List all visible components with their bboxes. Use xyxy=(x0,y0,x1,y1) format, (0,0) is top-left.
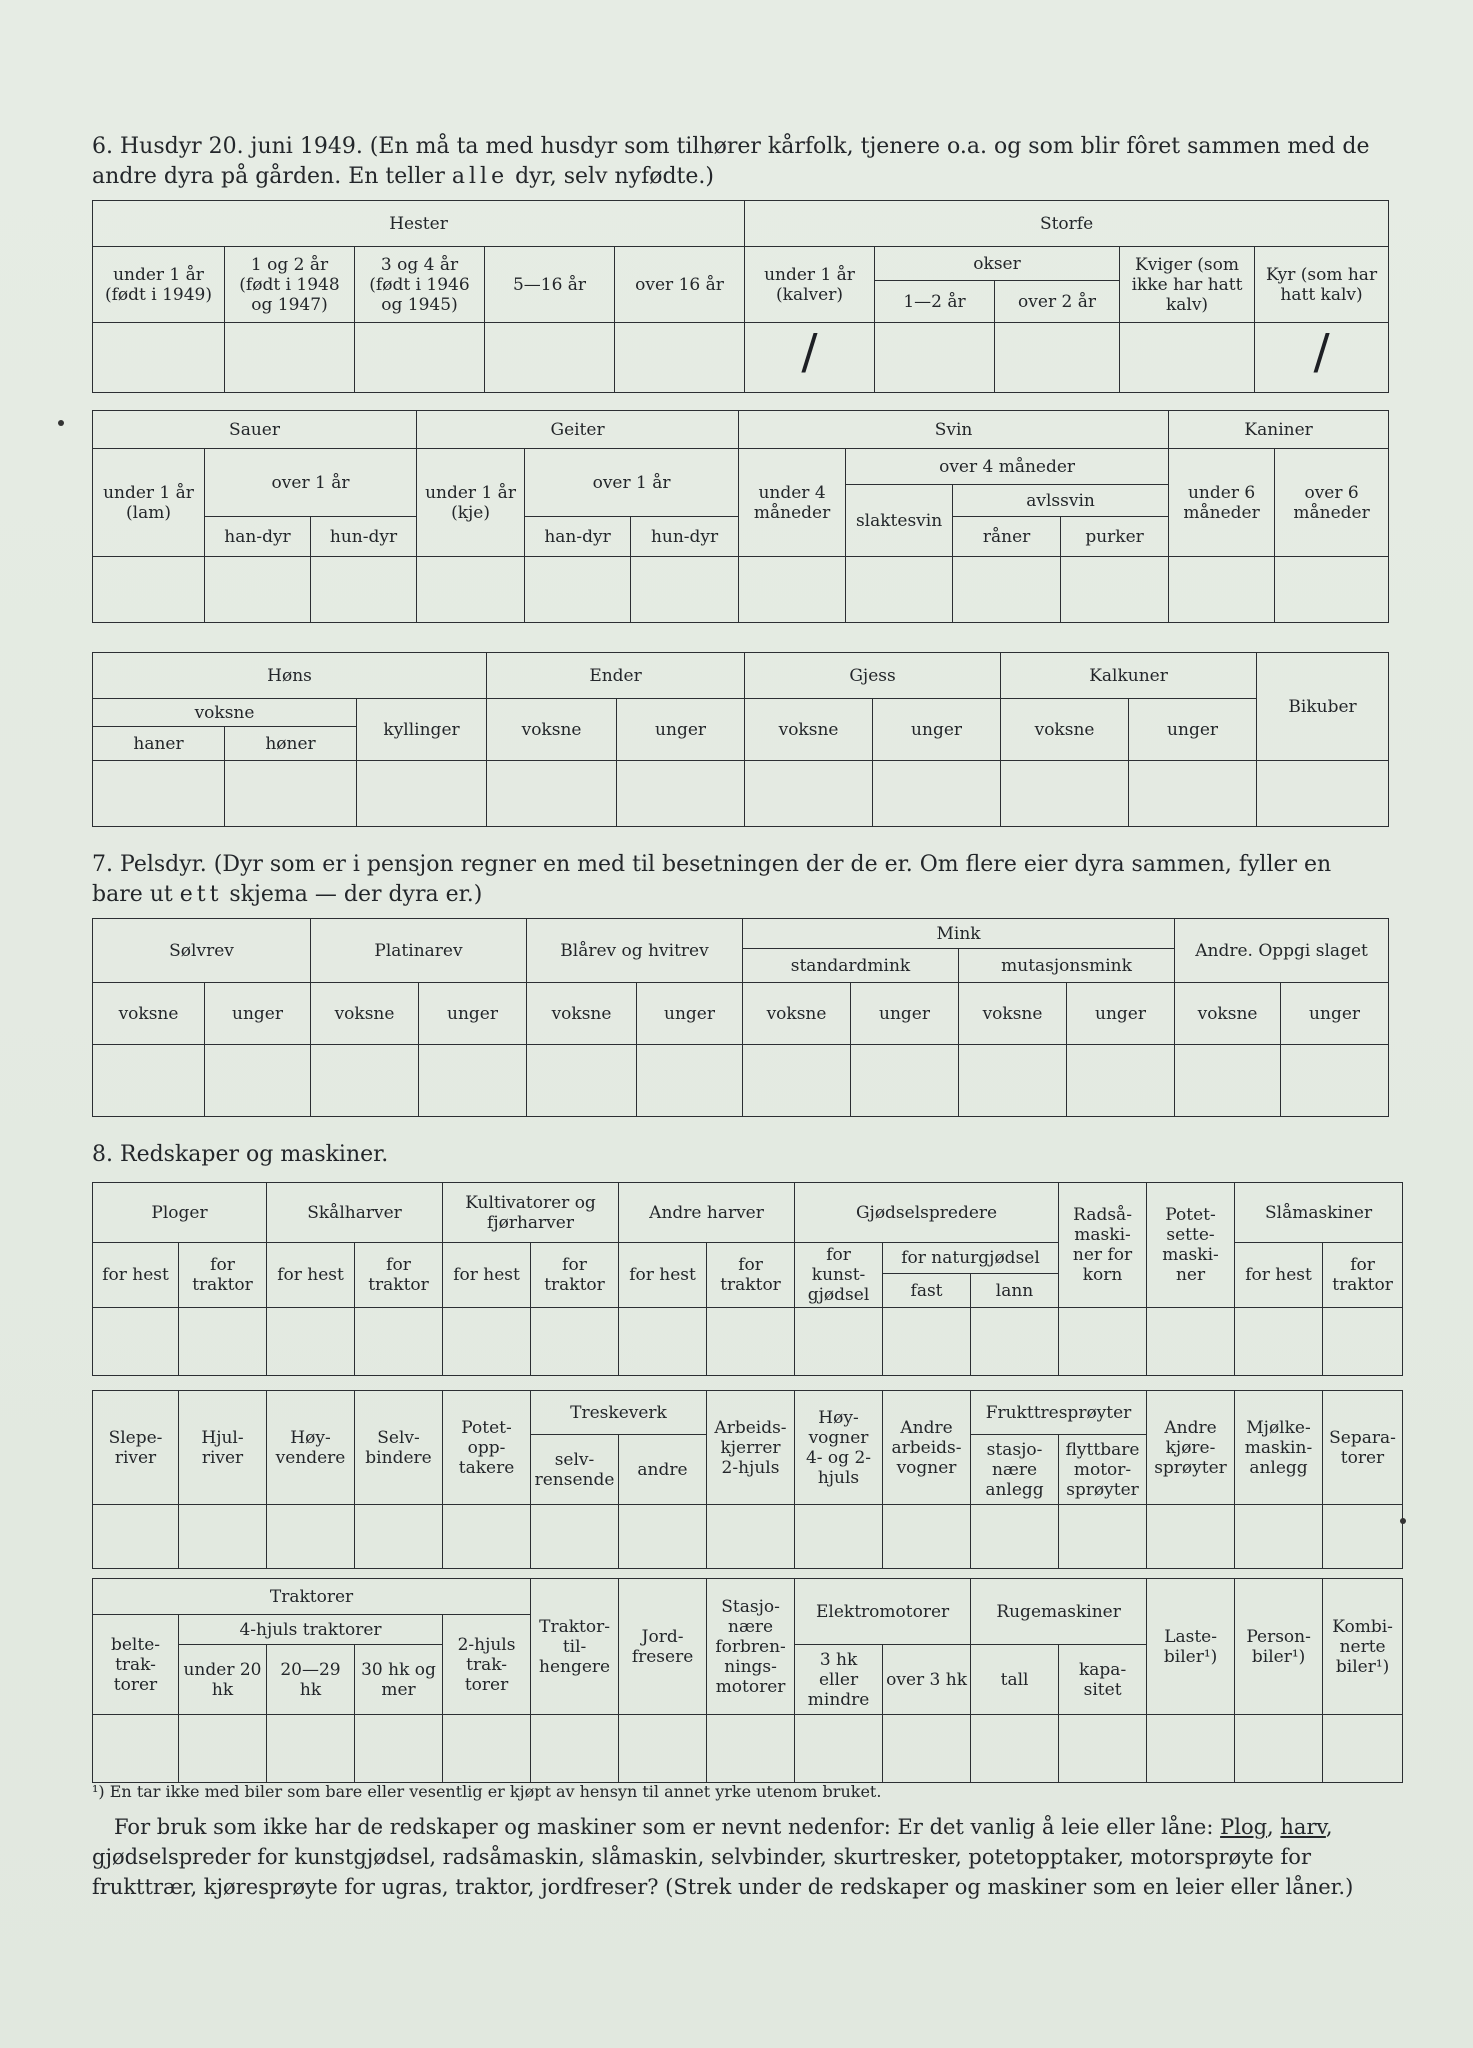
header-geiter-over-1: over 1 år xyxy=(525,449,739,517)
input-cell[interactable] xyxy=(417,557,525,623)
col-selvrensende: selv-rensende xyxy=(531,1435,619,1505)
header-gjodselspredere: Gjødselspredere xyxy=(795,1183,1059,1243)
input-cell-kalver[interactable] xyxy=(745,323,875,393)
col-for-kunstgjodsel: for kunst-gjødsel xyxy=(795,1243,883,1308)
col-3-hk: 3 hk eller mindre xyxy=(795,1645,883,1715)
header-gjess: Gjess xyxy=(745,653,1001,699)
col-haner: haner xyxy=(93,727,225,761)
input-cell[interactable] xyxy=(93,323,225,393)
input-cell[interactable] xyxy=(631,557,739,623)
closing-text-a: For bruk som ikke har de redskaper og maskiner som er nevnt nedenfor: Er det vanlig å leie eller låne: xyxy=(114,1815,1221,1839)
input-cell[interactable] xyxy=(225,761,357,827)
col-unger: unger xyxy=(851,983,959,1045)
col-hester-under-1: under 1 år (født i 1949) xyxy=(93,247,225,323)
col-unger: unger xyxy=(1067,983,1175,1045)
section-8-number: 8. xyxy=(92,1142,113,1167)
input-cell[interactable] xyxy=(179,1715,267,1783)
section-6-text-a: Husdyr 20. juni 1949. (En må ta med husdyr som tilhører kårfolk, tjenere o.a. og som blir fôret sammen med de andre dyra på gården. En teller xyxy=(92,134,1370,189)
input-cell[interactable] xyxy=(311,557,417,623)
header-ender: Ender xyxy=(487,653,745,699)
input-cell[interactable] xyxy=(883,1715,971,1783)
col-gjess-voksne: voksne xyxy=(745,699,873,761)
col-sauer-hundyr: hun-dyr xyxy=(311,517,417,557)
input-cell[interactable] xyxy=(355,323,485,393)
col-andre-arbeidsvogner: Andre arbeids-vogner xyxy=(883,1391,971,1505)
header-svin-over-4: over 4 måneder xyxy=(846,449,1169,485)
col-voksne: voksne xyxy=(527,983,637,1045)
section-7-text-a: Pelsdyr. (Dyr som er i pensjon regner en med til besetningen der de er. Om flere eier dyra sammen, fyller en bare ut xyxy=(92,852,1332,907)
input-cell[interactable] xyxy=(846,557,953,623)
col-kombinerte: Kombi-nerte biler¹) xyxy=(1323,1579,1403,1715)
input-cell[interactable] xyxy=(531,1308,619,1376)
table-sauer-geiter-svin-kaniner xyxy=(92,410,1389,623)
input-cell[interactable] xyxy=(1281,1045,1389,1117)
input-cell[interactable] xyxy=(1257,761,1389,827)
col-for-hest: for hest xyxy=(267,1243,355,1308)
col-storfe-kalver: under 1 år (kalver) xyxy=(745,247,875,323)
col-lann: lann xyxy=(971,1274,1059,1308)
col-purker: purker xyxy=(1061,517,1169,557)
header-storfe: Storfe xyxy=(745,201,1389,247)
col-hester-5-16: 5—16 år xyxy=(485,247,615,323)
col-mjolkemaskin: Mjølke-maskin-anlegg xyxy=(1235,1391,1323,1505)
input-cell[interactable] xyxy=(205,557,311,623)
input-cell[interactable] xyxy=(443,1308,531,1376)
input-cell[interactable] xyxy=(795,1308,883,1376)
underlined-plog: Plog xyxy=(1220,1815,1268,1839)
input-cell[interactable] xyxy=(1067,1045,1175,1117)
header-hons-voksne: voksne xyxy=(93,699,357,727)
input-cell[interactable] xyxy=(795,1505,883,1569)
input-cell[interactable] xyxy=(443,1715,531,1783)
col-personbiler: Person-biler¹) xyxy=(1235,1579,1323,1715)
section-6-spaced-word: alle xyxy=(451,164,509,189)
input-cell[interactable] xyxy=(419,1045,527,1117)
section-7-heading xyxy=(92,850,1388,910)
col-voksne: voksne xyxy=(959,983,1067,1045)
col-lam: under 1 år (lam) xyxy=(93,449,205,557)
col-sleperiver: Slepe-river xyxy=(93,1391,179,1505)
input-cell[interactable] xyxy=(617,761,745,827)
input-cell[interactable] xyxy=(311,1045,419,1117)
header-4-hjuls: 4-hjuls traktorer xyxy=(179,1615,443,1645)
header-kalkuner: Kalkuner xyxy=(1001,653,1257,699)
header-geiter: Geiter xyxy=(417,411,739,449)
section-8-text: Redskaper og maskiner. xyxy=(120,1142,389,1167)
input-cell[interactable] xyxy=(225,323,355,393)
section-6-number: 6. xyxy=(92,134,113,159)
col-unger: unger xyxy=(205,983,311,1045)
input-cell[interactable] xyxy=(267,1308,355,1376)
input-cell[interactable] xyxy=(355,1505,443,1569)
col-geiter-handyr: han-dyr xyxy=(525,517,631,557)
col-kapasitet: kapa-sitet xyxy=(1059,1645,1147,1715)
input-cell[interactable] xyxy=(1275,557,1389,623)
input-cell[interactable] xyxy=(851,1045,959,1117)
col-flyttbare: flyttbare motor-sprøyter xyxy=(1059,1435,1147,1505)
input-cell[interactable] xyxy=(93,1715,179,1783)
col-radsamaskiner: Radså-maski-ner for korn xyxy=(1059,1183,1147,1308)
input-cell[interactable] xyxy=(619,1505,707,1569)
table-traktorer xyxy=(92,1578,1403,1783)
section-6-heading xyxy=(92,132,1388,192)
col-bikuber: Bikuber xyxy=(1257,653,1389,761)
col-hester-1-2: 1 og 2 år (født i 1948 og 1947) xyxy=(225,247,355,323)
input-cell[interactable] xyxy=(707,1715,795,1783)
col-30-og-mer: 30 hk og mer xyxy=(355,1645,443,1715)
col-hoyvendere: Høy-vendere xyxy=(267,1391,355,1505)
input-cell[interactable] xyxy=(1323,1308,1403,1376)
col-potetopptakere: Potet-opp-takere xyxy=(443,1391,531,1505)
col-jordfresere: Jord-fresere xyxy=(619,1579,707,1715)
col-kaniner-under-6: under 6 måneder xyxy=(1169,449,1275,557)
input-cell[interactable] xyxy=(1001,761,1129,827)
input-cell[interactable] xyxy=(873,761,1001,827)
footnote: ¹) En tar ikke med biler som bare eller vesentlig er kjøpt av hensyn til annet yrke utenom bruket. xyxy=(92,1782,882,1801)
input-cell[interactable] xyxy=(1323,1715,1403,1783)
input-cell[interactable] xyxy=(953,557,1061,623)
header-traktorer: Traktorer xyxy=(93,1579,531,1615)
input-cell[interactable] xyxy=(357,761,487,827)
closing-comma: , xyxy=(1267,1815,1281,1839)
input-cell[interactable] xyxy=(619,1715,707,1783)
input-cell[interactable] xyxy=(1169,557,1275,623)
input-cell[interactable] xyxy=(485,323,615,393)
col-hester-over-16: over 16 år xyxy=(615,247,745,323)
col-kyr: Kyr (som har hatt kalv) xyxy=(1255,247,1389,323)
input-cell[interactable] xyxy=(637,1045,743,1117)
col-arbeidskjerrer: Arbeids-kjerrer 2-hjuls xyxy=(707,1391,795,1505)
col-voksne: voksne xyxy=(311,983,419,1045)
input-cell[interactable] xyxy=(179,1505,267,1569)
col-potetsettemaskiner: Potet-sette-maski-ner xyxy=(1147,1183,1235,1308)
input-cell[interactable] xyxy=(267,1715,355,1783)
col-kviger: Kviger (som ikke har hatt kalv) xyxy=(1120,247,1255,323)
col-for-hest: for hest xyxy=(93,1243,179,1308)
table-pelsdyr xyxy=(92,918,1389,1117)
col-hoyvogner: Høy-vogner 4- og 2-hjuls xyxy=(795,1391,883,1505)
header-svin: Svin xyxy=(739,411,1169,449)
input-cell[interactable] xyxy=(93,761,225,827)
col-2-hjuls: 2-hjuls trak-torer xyxy=(443,1615,531,1715)
col-gjess-unger: unger xyxy=(873,699,1001,761)
input-cell[interactable] xyxy=(1175,1045,1281,1117)
col-unger: unger xyxy=(419,983,527,1045)
col-unger: unger xyxy=(1281,983,1389,1045)
input-cell[interactable] xyxy=(93,557,205,623)
closing-paragraph xyxy=(92,1812,1392,1902)
input-cell[interactable] xyxy=(1323,1505,1403,1569)
closing-text-b: , gjødselspreder for kunstgjødsel, radsåmaskin, slåmaskin, selvbinder, skurtresker, potetopptaker, motorsprøyte for frukttrær, kjøresprøyte for ugras, traktor, jordfreser? (Strek under de redskaper og maskiner som en leier eller låner.) xyxy=(92,1815,1354,1899)
input-cell[interactable] xyxy=(1235,1715,1323,1783)
input-cell[interactable] xyxy=(743,1045,851,1117)
input-cell[interactable] xyxy=(205,1045,311,1117)
col-unger: unger xyxy=(637,983,743,1045)
col-selvbindere: Selv-bindere xyxy=(355,1391,443,1505)
input-cell[interactable] xyxy=(1059,1715,1147,1783)
section-7-spaced-word: ett xyxy=(179,882,223,907)
header-mutasjonsmink: mutasjonsmink xyxy=(959,949,1175,983)
col-svin-under-4: under 4 måneder xyxy=(739,449,846,557)
input-cell[interactable] xyxy=(707,1505,795,1569)
col-for-traktor: for traktor xyxy=(707,1243,795,1308)
col-over-3-hk: over 3 hk xyxy=(883,1645,971,1715)
header-rugemaskiner: Rugemaskiner xyxy=(971,1579,1147,1645)
table-hester-storfe xyxy=(92,200,1389,393)
col-kyllinger: kyllinger xyxy=(357,699,487,761)
col-under-20: under 20 hk xyxy=(179,1645,267,1715)
input-cell[interactable] xyxy=(883,1308,971,1376)
input-cell[interactable] xyxy=(1059,1308,1147,1376)
header-andre-harver: Andre harver xyxy=(619,1183,795,1243)
input-cell[interactable] xyxy=(93,1505,179,1569)
input-cell[interactable] xyxy=(1147,1715,1235,1783)
col-tilhengere: Traktor-til-hengere xyxy=(531,1579,619,1715)
col-lastebiler: Laste-biler¹) xyxy=(1147,1579,1235,1715)
underlined-harv: harv xyxy=(1280,1815,1326,1839)
col-okser-over-2: over 2 år xyxy=(995,281,1120,323)
col-for-traktor: for traktor xyxy=(531,1243,619,1308)
input-cell[interactable] xyxy=(745,761,873,827)
col-hester-3-4: 3 og 4 år (født i 1946 og 1945) xyxy=(355,247,485,323)
col-for-hest: for hest xyxy=(1235,1243,1323,1308)
header-mink: Mink xyxy=(743,919,1175,949)
header-sauer: Sauer xyxy=(93,411,417,449)
input-cell[interactable] xyxy=(525,557,631,623)
input-cell[interactable] xyxy=(179,1308,267,1376)
input-cell[interactable] xyxy=(1120,323,1255,393)
header-for-naturgjodsel: for naturgjødsel xyxy=(883,1243,1059,1274)
col-okser-1-2: 1—2 år xyxy=(875,281,995,323)
header-sauer-over-1: over 1 år xyxy=(205,449,417,517)
input-cell[interactable] xyxy=(795,1715,883,1783)
input-cell[interactable] xyxy=(971,1715,1059,1783)
col-kaniner-over-6: over 6 måneder xyxy=(1275,449,1389,557)
header-ploger: Ploger xyxy=(93,1183,267,1243)
header-treskeverk: Treskeverk xyxy=(531,1391,707,1435)
col-for-traktor: for traktor xyxy=(1323,1243,1403,1308)
col-stasjonaere: stasjo-nære anlegg xyxy=(971,1435,1059,1505)
header-hons: Høns xyxy=(93,653,487,699)
header-kultivatorer: Kultivatorer og fjørharver xyxy=(443,1183,619,1243)
input-cell[interactable] xyxy=(531,1505,619,1569)
input-cell[interactable] xyxy=(1235,1308,1323,1376)
input-cell[interactable] xyxy=(1147,1308,1235,1376)
header-elektromotorer: Elektromotorer xyxy=(795,1579,971,1645)
col-kalkuner-unger: unger xyxy=(1129,699,1257,761)
input-cell[interactable] xyxy=(355,1715,443,1783)
table-redskaper xyxy=(92,1182,1403,1376)
col-for-hest: for hest xyxy=(619,1243,707,1308)
col-for-hest: for hest xyxy=(443,1243,531,1308)
col-fast: fast xyxy=(883,1274,971,1308)
input-cell[interactable] xyxy=(995,323,1120,393)
header-standardmink: standardmink xyxy=(743,949,959,983)
section-7-number: 7. xyxy=(92,852,113,877)
table-redskaper-2 xyxy=(92,1390,1403,1569)
input-cell[interactable] xyxy=(93,1045,205,1117)
col-tall: tall xyxy=(971,1645,1059,1715)
col-20-29: 20—29 hk xyxy=(267,1645,355,1715)
header-skalharver: Skålharver xyxy=(267,1183,443,1243)
header-fruktsproyter: Frukttresprøyter xyxy=(971,1391,1147,1435)
input-cell[interactable] xyxy=(1129,761,1257,827)
input-cell[interactable] xyxy=(487,761,617,827)
margin-dot xyxy=(58,420,64,426)
col-kje: under 1 år (kje) xyxy=(417,449,525,557)
input-cell[interactable] xyxy=(93,1308,179,1376)
col-slaktesvin: slaktesvin xyxy=(846,485,953,557)
input-cell[interactable] xyxy=(619,1308,707,1376)
section-8-heading xyxy=(92,1140,1388,1170)
input-cell[interactable] xyxy=(971,1505,1059,1569)
input-cell[interactable] xyxy=(1235,1505,1323,1569)
col-voksne: voksne xyxy=(743,983,851,1045)
input-cell[interactable] xyxy=(615,323,745,393)
col-kalkuner-voksne: voksne xyxy=(1001,699,1129,761)
input-cell[interactable] xyxy=(443,1505,531,1569)
input-cell[interactable] xyxy=(875,323,995,393)
col-separatorer: Separa-torer xyxy=(1323,1391,1403,1505)
input-cell-kyr[interactable] xyxy=(1255,323,1389,393)
handwritten-slash-kyr: / xyxy=(1313,324,1330,380)
input-cell[interactable] xyxy=(1061,557,1169,623)
table-fjorfe xyxy=(92,652,1389,827)
input-cell[interactable] xyxy=(1059,1505,1147,1569)
col-raner: råner xyxy=(953,517,1061,557)
section-6-text-b: dyr, selv nyfødte.) xyxy=(508,164,714,189)
header-hester: Hester xyxy=(93,201,745,247)
col-voksne: voksne xyxy=(1175,983,1281,1045)
input-cell[interactable] xyxy=(1147,1505,1235,1569)
col-hjulriver: Hjul-river xyxy=(179,1391,267,1505)
header-kaniner: Kaniner xyxy=(1169,411,1389,449)
header-solvrev: Sølvrev xyxy=(93,919,311,983)
col-voksne: voksne xyxy=(93,983,205,1045)
header-andre-pelsdyr: Andre. Oppgi slaget xyxy=(1175,919,1389,983)
col-for-traktor: for traktor xyxy=(355,1243,443,1308)
col-forbrenningsmotorer: Stasjo-nære forbren-nings-motorer xyxy=(707,1579,795,1715)
margin-dot xyxy=(1400,1518,1406,1524)
col-sauer-handyr: han-dyr xyxy=(205,517,311,557)
input-cell[interactable] xyxy=(527,1045,637,1117)
header-slamaskiner: Slåmaskiner xyxy=(1235,1183,1403,1243)
handwritten-slash-kalver: / xyxy=(801,324,818,380)
col-ender-unger: unger xyxy=(617,699,745,761)
col-geiter-hundyr: hun-dyr xyxy=(631,517,739,557)
input-cell[interactable] xyxy=(267,1505,355,1569)
col-beltetraktorer: belte-trak-torer xyxy=(93,1615,179,1715)
col-honer: høner xyxy=(225,727,357,761)
input-cell[interactable] xyxy=(355,1308,443,1376)
input-cell[interactable] xyxy=(883,1505,971,1569)
input-cell[interactable] xyxy=(531,1715,619,1783)
header-platinarev: Platinarev xyxy=(311,919,527,983)
header-avlssvin: avlssvin xyxy=(953,485,1169,517)
col-ender-voksne: voksne xyxy=(487,699,617,761)
header-okser: okser xyxy=(875,247,1120,281)
input-cell[interactable] xyxy=(707,1308,795,1376)
col-treskeverk-andre: andre xyxy=(619,1435,707,1505)
input-cell[interactable] xyxy=(959,1045,1067,1117)
header-blarev: Blårev og hvitrev xyxy=(527,919,743,983)
section-7-text-b: skjema — der dyra er.) xyxy=(222,882,483,907)
input-cell[interactable] xyxy=(971,1308,1059,1376)
col-for-traktor: for traktor xyxy=(179,1243,267,1308)
input-cell[interactable] xyxy=(739,557,846,623)
col-kjoresproyter: Andre kjøre-sprøyter xyxy=(1147,1391,1235,1505)
